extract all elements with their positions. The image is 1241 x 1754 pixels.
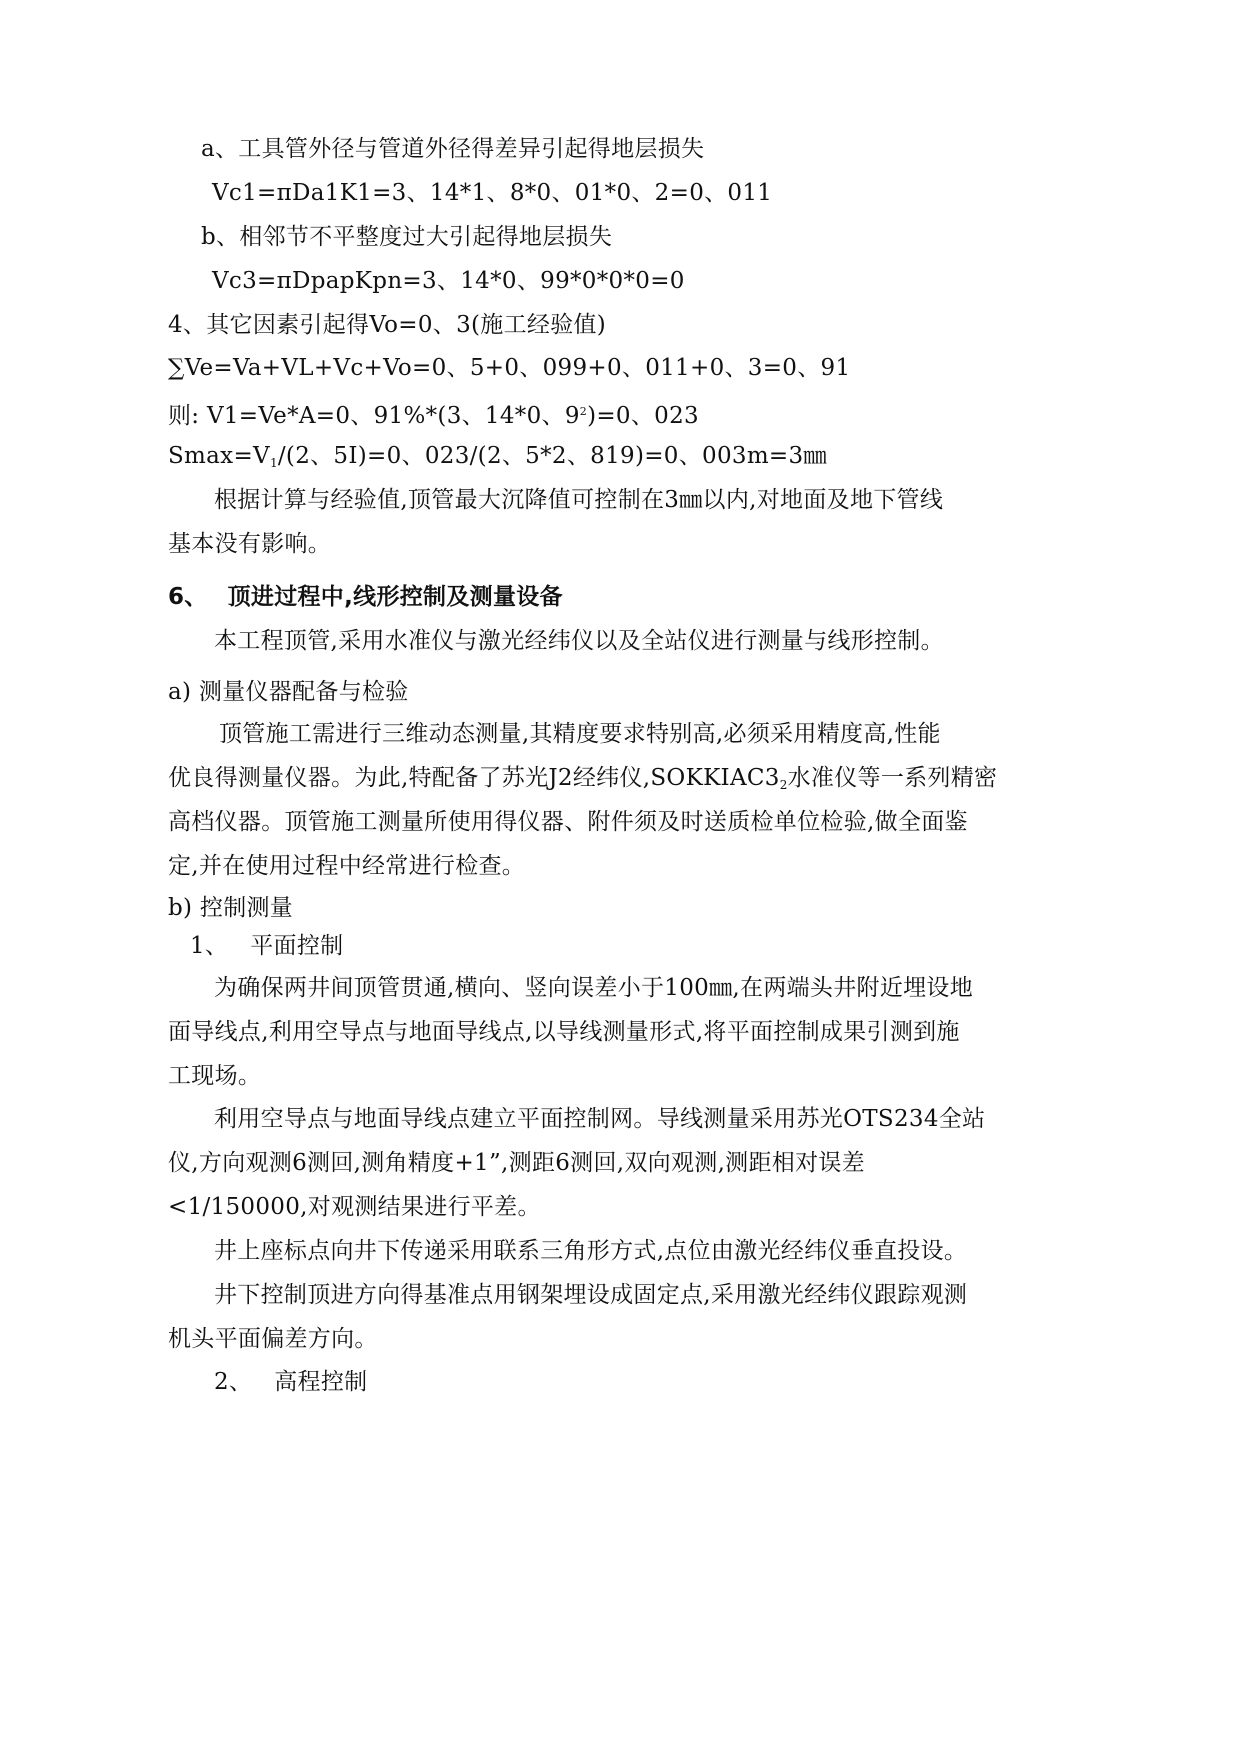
- subscript: 1: [269, 456, 278, 470]
- formula-line: Vc1=πDa1K1=3、14*1、8*0、01*0、2=0、011: [212, 180, 773, 206]
- paragraph-line: 井下控制顶进方向得基准点用钢架埋设成固定点,采用激光经纬仪跟踪观测: [214, 1282, 968, 1308]
- item-number: 2、: [214, 1369, 253, 1395]
- section-heading: [168, 581, 563, 613]
- paragraph-line: 工现场。: [168, 1063, 262, 1089]
- formula-part: /(2、5I)=0、023/(2、5*2、819)=0、003m=3㎜: [277, 443, 827, 469]
- formula-part: Smax=V: [168, 443, 270, 469]
- numbered-heading: [214, 1366, 367, 1398]
- text-line: a、工具管外径与管道外径得差异引起得地层损失: [201, 136, 705, 162]
- paragraph-part: 优良得测量仪器。为此,特配备了苏光J2经纬仪,SOKKIAC3: [168, 765, 780, 791]
- item-title: 平面控制: [250, 933, 344, 959]
- item-number: 1、: [190, 933, 229, 959]
- section-number: 6、: [168, 584, 208, 610]
- paragraph-line: 利用空导点与地面导线点建立平面控制网。导线测量采用苏光OTS234全站: [214, 1106, 986, 1132]
- formula-part: )=0、023: [587, 403, 699, 429]
- paragraph-line: 高档仪器。顶管施工测量所使用得仪器、附件须及时送质检单位检验,做全面鉴: [168, 809, 968, 835]
- paragraph-line: <1/150000,对观测结果进行平差。: [168, 1194, 541, 1220]
- paragraph-line: 面导线点,利用空导点与地面导线点,以导线测量形式,将平面控制成果引测到施: [168, 1019, 960, 1045]
- paragraph-line: 顶管施工需进行三维动态测量,其精度要求特别高,必须采用精度高,性能: [219, 721, 941, 747]
- paragraph-line: 为确保两井间顶管贯通,横向、竖向误差小于100㎜,在两端头井附近埋设地: [214, 975, 974, 1001]
- paragraph-line: 仪,方向观测6测回,测角精度+1”,测距6测回,双向观测,测距相对误差: [168, 1150, 865, 1176]
- paragraph-line: 根据计算与经验值,顶管最大沉降值可控制在3㎜以内,对地面及地下管线: [214, 487, 944, 513]
- paragraph-line: 井上座标点向井下传递采用联系三角形方式,点位由激光经纬仪垂直投设。: [214, 1238, 968, 1264]
- subscript: 2: [779, 778, 788, 792]
- text-line: 4、其它因素引起得Vo=0、3(施工经验值): [168, 312, 607, 338]
- paragraph-part: 水准仪等一系列精密: [787, 765, 998, 791]
- paragraph-line: 本工程顶管,采用水准仪与激光经纬仪以及全站仪进行测量与线形控制。: [214, 628, 944, 654]
- paragraph-line: 机头平面偏差方向。: [168, 1326, 378, 1352]
- text-line: b、相邻节不平整度过大引起得地层损失: [201, 224, 613, 250]
- paragraph-line: 基本没有影响。: [168, 531, 332, 557]
- formula-part: 则: V1=Ve*A=0、91%*(3、14*0、9: [168, 403, 580, 429]
- formula-line: [168, 440, 827, 479]
- formula-line: [168, 396, 699, 432]
- item-title: 高程控制: [274, 1369, 368, 1395]
- paragraph-line: 定,并在使用过程中经常进行检查。: [168, 853, 526, 879]
- formula-line: Vc3=πDpapKpn=3、14*0、99*0*0*0=0: [212, 268, 685, 294]
- superscript: 2: [579, 405, 588, 418]
- subsection-heading: a) 测量仪器配备与检验: [168, 679, 409, 705]
- section-title: 顶进过程中,线形控制及测量设备: [227, 584, 563, 610]
- paragraph-line: [168, 762, 997, 801]
- subsection-heading: b) 控制测量: [168, 895, 294, 921]
- formula-line: ∑Ve=Va+VL+Vc+Vo=0、5+0、099+0、011+0、3=0、91: [168, 355, 851, 381]
- numbered-heading: [190, 930, 343, 962]
